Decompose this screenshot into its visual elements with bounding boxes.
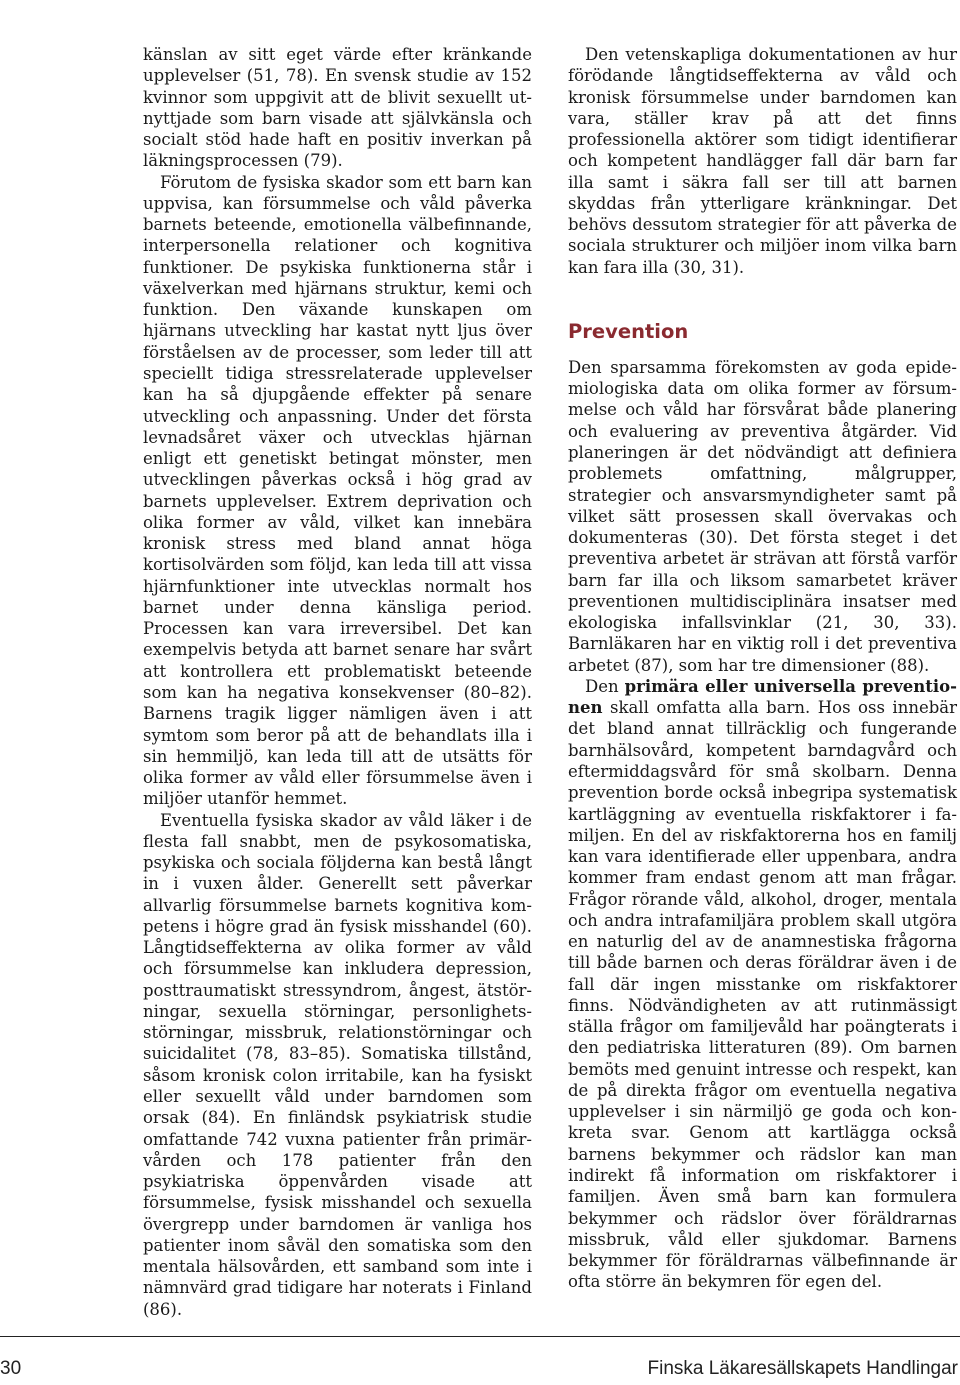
journal-name: Finska Läkaresällskapets Handlingar <box>647 1358 958 1379</box>
paragraph-body: skall omfatta alla barn. Hos oss innebär det bland annat tillräcklig och fungerande barnhälsovård, kompetent barndagvård och eftermiddagsvård för små skolbarn. Denna prevention borde också inbegripa systematisk kartläggning av eventuella riskfaktorer i familjen. En del av riskfaktorerna hos en familj kan vara identifierade eller uppenbara, andra kommer fram endast genom att man frågar. Frågor rörande våld, alkohol, droger, mentala och andra intrafamiljära problem skall utgöra en naturlig del av de anamnestiska frågorna till både barnen och deras föräldrar även i de fall där ingen misstanke om riskfaktorer finns. Nödvändigheten av att rutinmässigt ställa frågor om familjevåld har poängterats i den pediatriska litteraturen (89). Om barnen bemöts med genuint intresse och respekt, kan de på direkta frågor om eventuella negativa upplevelser i sin närmiljö ge goda och konkreta svar. Genom att kartlägga också barnens bekymmer och rädslor kan man indirekt få information om riskfaktorer i familjen. Även små barn kan formulera bekymmer och rädslor över föräldrarnas missbruk, våld eller sjukdomar. Barnens bekymmer för föräldrarnas välbefinnande är ofta större än bekymren för egen del. <box>568 698 957 1292</box>
left-paragraph-3: Eventuella fysiska skador av våld läker i de flesta fall snabbt, men de psykosomatiska, psykiska och sociala följderna kan bestå långt in i vuxen ålder. Generellt sett påverkar allvarlig försummelse barnets kognitiva kompetens i högre grad än fysisk misshandel (60). Långtidseffekterna av olika former av våld och försummelse kan inkludera depression, posttraumatiskt stressyndrom, ångest, ätstörningar, sexuella störningar, personlighetsstörningar, missbruk, relationstörningar och suicidalitet (78, 83–85). Somatiska tillstånd, såsom kronisk colon irritabile, kan ha fysiskt eller sexuellt våld under barndomen som orsak (84). En finländsk psykiatrisk studie omfattande 742 vuxna patienter från primärvården och 178 patienter från den psykiatriska öppenvården visade att försummelse, fysisk misshandel och sexuella övergrepp under barndomen är vanliga hos patienter inom såväl den somatiska som den mentala hälsovården, ett samband som inte i nämnvärd grad tidigare har noterats i Finland (86). <box>143 810 532 1319</box>
footer-divider <box>0 1336 960 1337</box>
left-paragraph-2: Förutom de fysiska skador som ett barn kan uppvisa, kan försummelse och våld påverka barnets beteende, emotionella välbefinnande, interpersonella relationer och kognitiva funktioner. De psykiska funktionerna står i växelverkan med hjärnans struktur, kemi och funktion. Den växande kunskapen om hjärnans utveckling har kastat nytt ljus över förståelsen av de processer, som leder till att speciellt tidiga stressrelaterade upplevelser kan ha så djupgående effekter på senare utveckling och anpassning. Under det första levnadsåret växer och utvecklas hjärnan enligt ett genetiskt betingat mönster, men utvecklingen påverkas också i hög grad av barnets upplevelser. Extrem deprivation och olika former av våld, vilket kan innebära kronisk stress med bland annat höga kortisolvärden som följd, kan leda till att vissa hjärnfunktioner inte utvecklas normalt hos barnet under denna känsliga period. Processen kan vara irreversibel. Det kan exempelvis betyda att barnet senare har svårt att kontrollera ett problematiskt beteende som kan ha negativa konsekvenser (80–82). Barnens tragik ligger nämligen även i att symtom som beror på att de behandlats illa i sin hemmiljö, kan leda till att de utsätts för olika former av våld eller försummelse även i miljöer utanför hemmet. <box>143 172 532 809</box>
section-heading-prevention: Prevention <box>568 319 689 343</box>
right-column <box>568 44 957 1293</box>
right-paragraph-1: Den vetenskapliga dokumentationen av hur förödande långtidseffekterna av våld och kronisk försummelse under barndomen kan vara, ställer krav på att det finns professionella aktörer som tidigt identifierar och kompetent handlägger fall där barn far illa samt i säkra fall ser till att barnen skyddas från ytterligare kränkningar. Det behövs dessutom strategier för att påverka de sociala strukturer och miljöer inom vilka barn kan fara illa (30, 31). <box>568 45 957 277</box>
left-paragraph-1: känslan av sitt eget värde efter kränkande upplevelser (51, 78). En svensk studie av 152 kvinnor som uppgivit att de blivit sexuellt utnyttjade som barn visade att självkänsla och socialt stöd hade haft en positiv inverkan på läkningsprocessen (79). <box>143 45 532 171</box>
right-paragraph-3 <box>568 676 957 1293</box>
paragraph-lead: Den <box>585 676 625 696</box>
bold-term-primary-prevention: primära eller universella preventionen <box>568 676 957 718</box>
left-column <box>143 44 532 1320</box>
right-paragraph-2: Den sparsamma förekomsten av goda epidemiologiska data om olika former av försummelse och våld har försvårat både planering och evaluering av preventiva åtgärder. Vid planeringen är det nödvändigt att definiera problemets omfattning, målgrupper, strategier och ansvarsmyndigheter samt på vilket sätt prosessen skall övervakas och dokumenteras (30). Det första steget i det preventiva arbetet är strävan att förstå varför barn far illa och liksom samarbetet kräver preventionen multidisciplinära insatser med ekologiska infallsvinklar (21, 30, 33). Barnläkaren har en viktig roll i det preventiva arbetet (87), som har tre dimensioner (88). <box>568 357 957 675</box>
page-number: 30 <box>0 1358 22 1379</box>
